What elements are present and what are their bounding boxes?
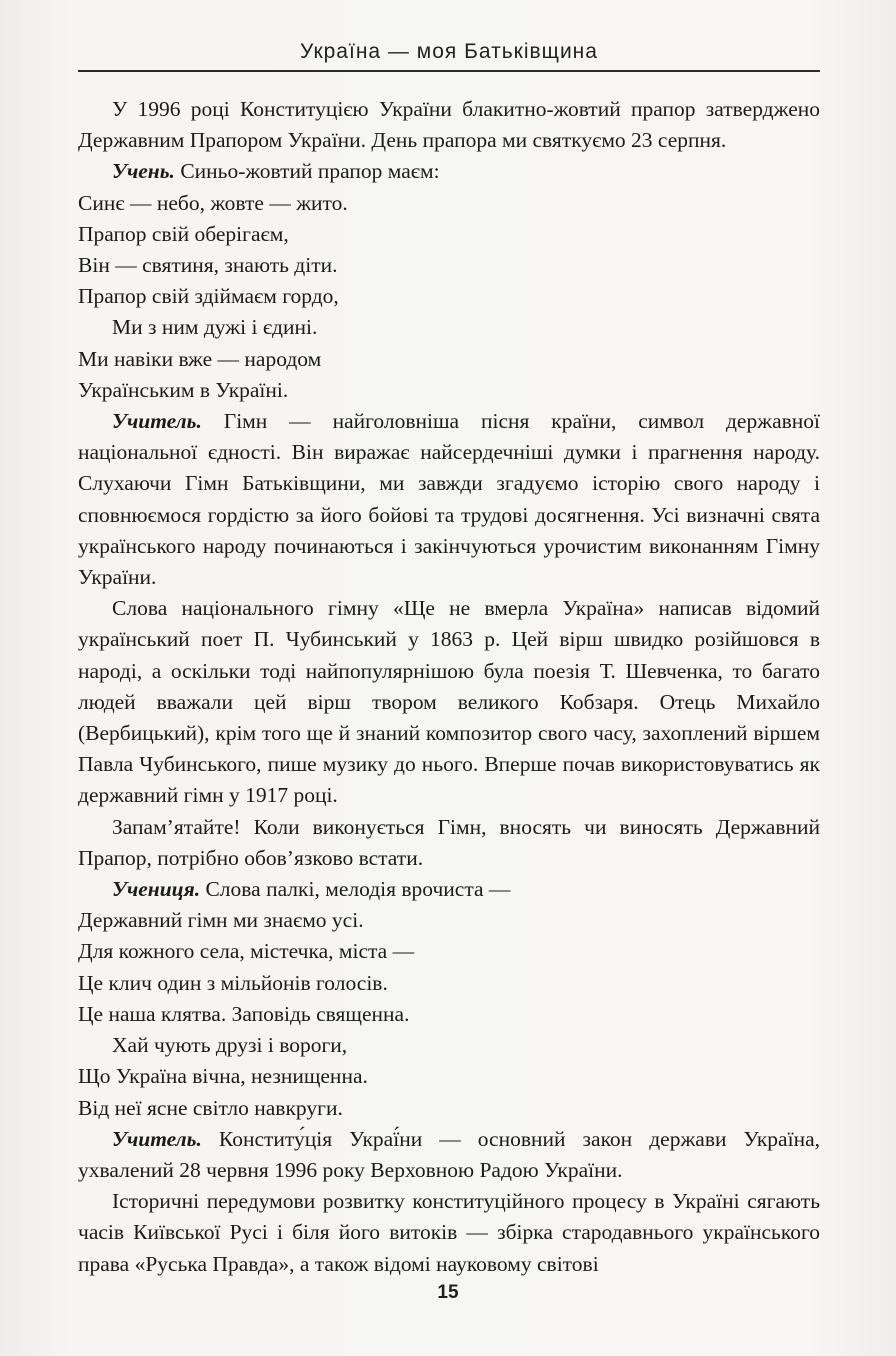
poem-student <box>78 156 820 406</box>
paragraph-remember: Запам’ятайте! Коли виконується Гімн, вносять чи виносять Державний Прапор, потрібно обов’язково встати. <box>78 814 820 870</box>
poem-line: Прапор свій оберігаєм, <box>78 221 289 246</box>
page-number: 15 <box>437 1282 459 1303</box>
poem-line: Ми з ним дужі і єдині. <box>112 315 318 340</box>
paragraph-anthem-history: Слова національного гімну «Ще не вмерла Україна» написав відомий український поет П. Чубинський у 1863 р. Цей вірш швидко розійшовся в народі, а оскільки тоді найпопулярнішою була поезія Т. Шевченка, то багато людей вважали цей вірш твором великого Кобзаря. Отець Михайло (Вербицький), крім того ще й знаний композитор свого часу, захоплений віршем Павла Чубинського, пише музику до нього. Вперше почав використовуватись як державний гімн у 1917 році. <box>78 596 820 808</box>
paragraph-constitution-history: Історичні передумови розвитку конституційного процесу в Україні сягають часів Київської Русі і біля його витоків — збірка стародавнього українського права «Руська Правда», а також відомі науковому світові <box>78 1189 820 1276</box>
paragraph-teacher-anthem <box>78 406 820 593</box>
poem-line: Це наша клятва. Заповідь священна. <box>78 1001 410 1026</box>
body-text <box>78 94 820 1280</box>
poem-line: Що Україна вічна, незнищенна. <box>78 1064 368 1089</box>
poem-student-girl <box>78 874 820 1124</box>
poem-first-line <box>78 156 820 187</box>
poem-line: Прапор свій здіймаєм гордо, <box>78 284 339 309</box>
paragraph-text: Гімн — найголовніша пісня країни, символ державної національної єдності. Він виражає найсердечніші думки і прагнення народу. Слухаючи Гімн Батьківщини, ми завжди згадуємо історію свого народу і сповнюємося гордістю за його бойові та трудові досягнення. Усі визначні свята українського народу починаються і закінчуються урочистим виконанням Гімну України. <box>78 409 821 590</box>
paragraph-teacher-constitution <box>78 1124 820 1186</box>
paragraph-text: Конститу́ція Украї́ни — основний закон держави Україна, ухвалений 28 червня 1996 року Верховною Радою України. <box>78 1126 820 1182</box>
poem-line: Для кожного села, містечка, міста — <box>78 939 415 964</box>
poem-line: Хай чують друзі і вороги, <box>112 1033 348 1058</box>
speaker-label: Учениця. <box>112 877 201 902</box>
poem-first-line <box>78 874 820 905</box>
poem-line: Слова палкі, мелодія врочиста — <box>205 877 511 902</box>
poem-line: Синьо-жовтий прапор маєм: <box>180 159 440 184</box>
poem-line: Українським в Україні. <box>78 377 289 402</box>
paragraph-flag-constitution: У 1996 році Конституцією України блакитно-жовтий прапор затверджено Державним Прапором України. День прапора ми святкуємо 23 серпня. <box>78 97 820 153</box>
running-header: Україна — моя Батьківщина <box>300 40 598 63</box>
poem-line: Це клич один з мільйонів голосів. <box>78 970 388 995</box>
poem-line: Він — святиня, знають діти. <box>78 253 338 278</box>
poem-line: Синє — небо, жовте — жито. <box>78 190 348 215</box>
speaker-label: Учень. <box>112 159 175 184</box>
speaker-label: Учитель. <box>112 1126 202 1151</box>
poem-line: Ми навіки вже — народом <box>78 346 322 371</box>
speaker-label: Учитель. <box>112 409 202 434</box>
poem-line: Державний гімн ми знаємо усі. <box>78 908 364 933</box>
poem-line: Від неї ясне світло навкруги. <box>78 1095 343 1120</box>
header-rule <box>78 70 820 72</box>
